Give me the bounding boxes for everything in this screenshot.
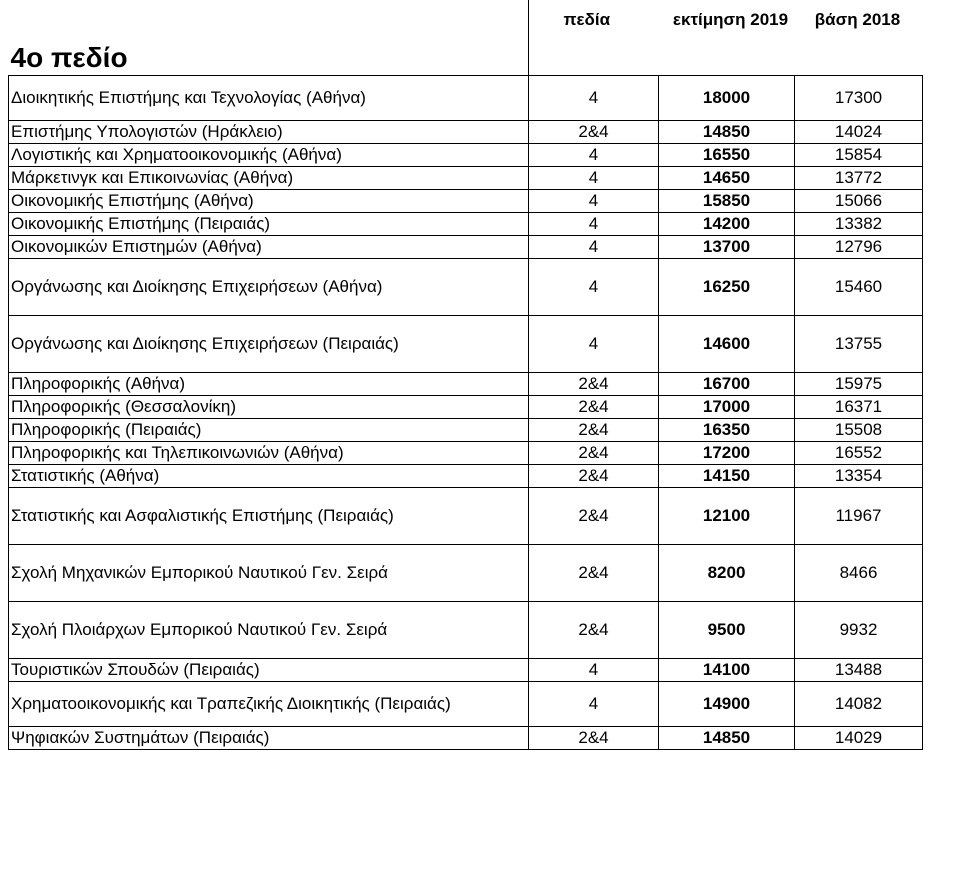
table-row <box>9 488 923 545</box>
row-fields-cell[interactable]: 4 <box>529 213 659 236</box>
row-base-cell[interactable]: 8466 <box>795 545 923 602</box>
row-fields-cell[interactable]: 4 <box>529 259 659 316</box>
row-name-cell[interactable]: Στατιστικής και Ασφαλιστικής Επιστήμης (Πειραιάς) <box>9 488 529 545</box>
header-estimate[interactable]: εκτίμηση 2019 <box>672 10 789 29</box>
row-name-cell[interactable]: Οικονομικών Επιστημών (Αθήνα) <box>9 236 529 259</box>
title-blank-cell <box>795 34 923 76</box>
row-estimate-cell[interactable]: 14850 <box>659 727 795 750</box>
row-fields-cell[interactable]: 2&4 <box>529 396 659 419</box>
row-fields-cell[interactable]: 2&4 <box>529 465 659 488</box>
header-row <box>9 0 923 34</box>
row-estimate-cell[interactable]: 14650 <box>659 167 795 190</box>
row-fields-cell[interactable]: 4 <box>529 316 659 373</box>
row-base-cell[interactable]: 15460 <box>795 259 923 316</box>
row-estimate-cell[interactable]: 17200 <box>659 442 795 465</box>
row-name-cell[interactable]: Ψηφιακών Συστημάτων (Πειραιάς) <box>9 727 529 750</box>
title-blank-cell <box>529 34 659 76</box>
row-estimate-cell[interactable]: 18000 <box>659 76 795 121</box>
row-name-cell[interactable]: Λογιστικής και Χρηματοοικονομικής (Αθήνα) <box>9 144 529 167</box>
table-row <box>9 144 923 167</box>
row-fields-cell[interactable]: 2&4 <box>529 602 659 659</box>
table-row <box>9 259 923 316</box>
row-estimate-cell[interactable]: 16550 <box>659 144 795 167</box>
row-name-cell[interactable]: Οικονομικής Επιστήμης (Αθήνα) <box>9 190 529 213</box>
table-row <box>9 213 923 236</box>
row-base-cell[interactable]: 13772 <box>795 167 923 190</box>
row-name-cell[interactable]: Στατιστικής (Αθήνα) <box>9 465 529 488</box>
table-row <box>9 190 923 213</box>
table-row <box>9 727 923 750</box>
row-fields-cell[interactable]: 4 <box>529 190 659 213</box>
row-fields-cell[interactable]: 4 <box>529 682 659 727</box>
row-name-cell[interactable]: Πληροφορικής (Αθήνα) <box>9 373 529 396</box>
row-estimate-cell[interactable]: 14150 <box>659 465 795 488</box>
section-title[interactable]: 4ο πεδίο <box>9 34 529 76</box>
row-base-cell[interactable]: 15066 <box>795 190 923 213</box>
row-name-cell[interactable]: Πληροφορικής (Πειραιάς) <box>9 419 529 442</box>
row-base-cell[interactable]: 13382 <box>795 213 923 236</box>
row-base-cell[interactable]: 15508 <box>795 419 923 442</box>
row-fields-cell[interactable]: 4 <box>529 167 659 190</box>
row-name-cell[interactable]: Οργάνωσης και Διοίκησης Επιχειρήσεων (Πειραιάς) <box>9 316 529 373</box>
row-base-cell[interactable]: 14029 <box>795 727 923 750</box>
row-estimate-cell[interactable]: 12100 <box>659 488 795 545</box>
table-row <box>9 442 923 465</box>
table-row <box>9 682 923 727</box>
row-name-cell[interactable]: Διοικητικής Επιστήμης και Τεχνολογίας (Αθήνα) <box>9 76 529 121</box>
row-estimate-cell[interactable]: 16350 <box>659 419 795 442</box>
row-estimate-cell[interactable]: 14600 <box>659 316 795 373</box>
table-row <box>9 396 923 419</box>
table-row <box>9 316 923 373</box>
row-fields-cell[interactable]: 4 <box>529 236 659 259</box>
row-estimate-cell[interactable]: 8200 <box>659 545 795 602</box>
row-estimate-cell[interactable]: 14850 <box>659 121 795 144</box>
row-base-cell[interactable]: 11967 <box>795 488 923 545</box>
table-row <box>9 121 923 144</box>
header-blank-cell <box>9 0 529 34</box>
row-estimate-cell[interactable]: 14200 <box>659 213 795 236</box>
row-name-cell[interactable]: Πληροφορικής (Θεσσαλονίκη) <box>9 396 529 419</box>
row-fields-cell[interactable]: 2&4 <box>529 442 659 465</box>
table-row <box>9 373 923 396</box>
row-base-cell[interactable]: 14024 <box>795 121 923 144</box>
row-estimate-cell[interactable]: 9500 <box>659 602 795 659</box>
table-row <box>9 236 923 259</box>
row-fields-cell[interactable]: 2&4 <box>529 727 659 750</box>
row-estimate-cell[interactable]: 16250 <box>659 259 795 316</box>
row-base-cell[interactable]: 13354 <box>795 465 923 488</box>
row-estimate-cell[interactable]: 16700 <box>659 373 795 396</box>
row-fields-cell[interactable]: 2&4 <box>529 121 659 144</box>
row-name-cell[interactable]: Πληροφορικής και Τηλεπικοινωνιών (Αθήνα) <box>9 442 529 465</box>
table-row <box>9 545 923 602</box>
header-fields[interactable]: πεδία <box>563 10 611 29</box>
row-base-cell[interactable]: 13755 <box>795 316 923 373</box>
row-fields-cell[interactable]: 4 <box>529 659 659 682</box>
row-base-cell[interactable]: 12796 <box>795 236 923 259</box>
table-row <box>9 419 923 442</box>
row-name-cell[interactable]: Μάρκετινγκ και Επικοινωνίας (Αθήνα) <box>9 167 529 190</box>
row-estimate-cell[interactable]: 14900 <box>659 682 795 727</box>
title-blank-cell <box>659 34 795 76</box>
row-base-cell[interactable]: 15854 <box>795 144 923 167</box>
header-base[interactable]: βάση 2018 <box>814 10 901 29</box>
row-base-cell[interactable]: 15975 <box>795 373 923 396</box>
scores-table <box>8 0 923 750</box>
table-row <box>9 76 923 121</box>
table-row <box>9 465 923 488</box>
row-fields-cell[interactable]: 4 <box>529 144 659 167</box>
table-row <box>9 167 923 190</box>
row-fields-cell[interactable]: 2&4 <box>529 488 659 545</box>
row-name-cell[interactable]: Σχολή Μηχανικών Εμπορικού Ναυτικού Γεν. Σειρά <box>9 545 529 602</box>
data-rows <box>9 76 923 750</box>
row-estimate-cell[interactable]: 15850 <box>659 190 795 213</box>
row-estimate-cell[interactable]: 13700 <box>659 236 795 259</box>
row-fields-cell[interactable]: 2&4 <box>529 373 659 396</box>
section-title-row <box>9 34 923 76</box>
row-base-cell[interactable]: 17300 <box>795 76 923 121</box>
row-name-cell[interactable]: Σχολή Πλοιάρχων Εμπορικού Ναυτικού Γεν. Σειρά <box>9 602 529 659</box>
row-estimate-cell[interactable]: 14100 <box>659 659 795 682</box>
row-name-cell[interactable]: Οικονομικής Επιστήμης (Πειραιάς) <box>9 213 529 236</box>
row-fields-cell[interactable]: 2&4 <box>529 545 659 602</box>
table-row <box>9 602 923 659</box>
row-name-cell[interactable]: Οργάνωσης και Διοίκησης Επιχειρήσεων (Αθήνα) <box>9 259 529 316</box>
row-base-cell[interactable]: 14082 <box>795 682 923 727</box>
table-row <box>9 659 923 682</box>
row-base-cell[interactable]: 9932 <box>795 602 923 659</box>
row-name-cell[interactable]: Επιστήμης Υπολογιστών (Ηράκλειο) <box>9 121 529 144</box>
row-base-cell[interactable]: 16371 <box>795 396 923 419</box>
row-name-cell[interactable]: Τουριστικών Σπουδών (Πειραιάς) <box>9 659 529 682</box>
row-fields-cell[interactable]: 2&4 <box>529 419 659 442</box>
row-fields-cell[interactable]: 4 <box>529 76 659 121</box>
row-base-cell[interactable]: 13488 <box>795 659 923 682</box>
row-base-cell[interactable]: 16552 <box>795 442 923 465</box>
row-name-cell[interactable]: Χρηματοοικονομικής και Τραπεζικής Διοικητικής (Πειραιάς) <box>9 682 529 727</box>
row-estimate-cell[interactable]: 17000 <box>659 396 795 419</box>
